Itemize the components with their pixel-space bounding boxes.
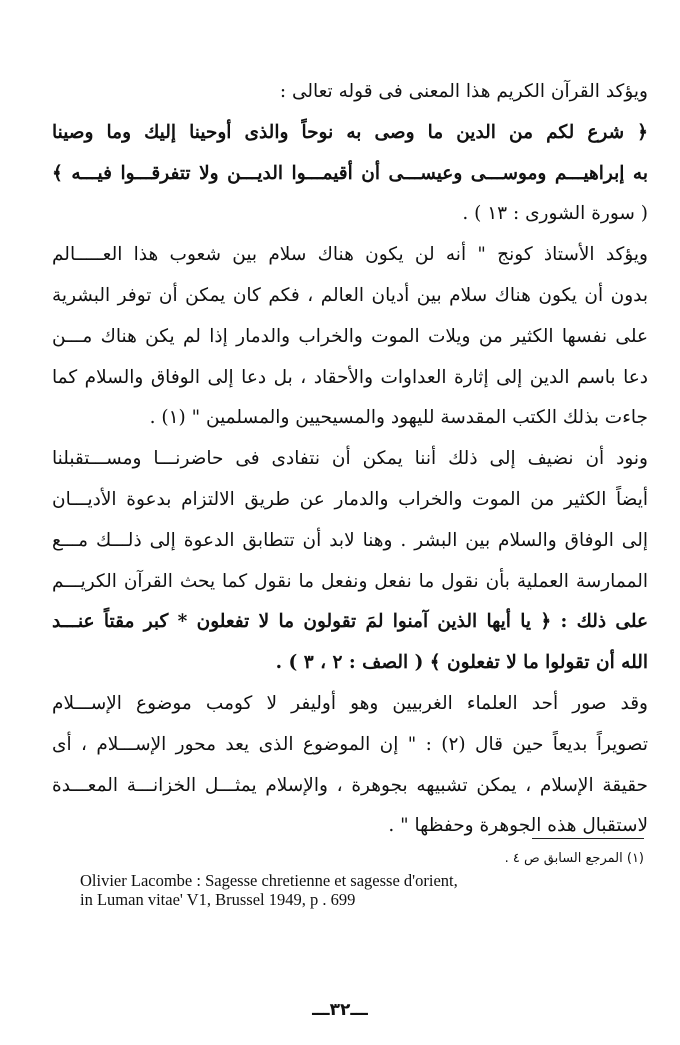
text-line-4-citation: ( سورة الشورى : ١٣ ) .	[462, 203, 648, 225]
footnote-latin	[80, 871, 458, 909]
footnote-latin-line-1: Olivier Lacombe : Sagesse chretienne et sagesse d'orient,	[80, 871, 458, 890]
text-line-5: ويؤكد الأستاذ كونج " أنه لن يكون هناك سلام بين شعوب هذا العـــــالم	[52, 244, 648, 266]
text-line-15-quran: الله أن تقولوا ما لا تفعلون ﴾ ( الصف : ٢ ، ٣ ) .	[275, 652, 648, 674]
page-number: ـــ٣٢ـــ	[312, 1000, 368, 1020]
text-line-9: جاءت بذلك الكتب المقدسة لليهود والمسيحيين والمسلمين " (١) .	[149, 407, 648, 429]
text-line-10: ونود أن نضيف إلى ذلك أننا يمكن أن نتفادى فى حاضرنـــا ومســـتقبلنا	[52, 448, 648, 470]
text-line-16: وقد صور أحد العلماء الغربيين وهو أوليفر لا كومب موضوع الإســـلام	[52, 692, 648, 714]
text-line-13: الممارسة العملية بأن نقول ما نفعل ونفعل ما نقول كما يحث القرآن الكريـــم	[52, 570, 648, 592]
text-line-14-quran: على ذلك : ﴿ يا أيها الذين آمنوا لمَ تقولون ما لا تفعلون * كبر مقتاً عنـــد	[52, 611, 648, 633]
text-line-8: دعا باسم الدين إلى إثارة العداوات والأحقاد ، بل دعا إلى الوفاق والسلام كما	[52, 366, 648, 388]
text-line-11: أيضاً الكثير من الموت والخراب والدمار عن طريق الالتزام بدعوة الأديـــان	[52, 488, 648, 510]
text-line-1: ويؤكد القرآن الكريم هذا المعنى فى قوله تعالى :	[279, 81, 648, 102]
text-line-2-quran: ﴿ شرع لكم من الدين ما وصى به نوحاً والذى أوحينا إليك وما وصينا	[52, 121, 648, 143]
text-line-19: لاستقبال هذه الجوهرة وحفظها " .	[388, 815, 648, 837]
footnote-divider	[532, 838, 644, 839]
text-line-18: حقيقة الإسلام ، يمكن تشبيهه بجوهرة ، والإسلام يمثـــل الخزانـــة المعـــدة	[52, 774, 648, 796]
text-line-17: تصويراً بديعاً حين قال (٢) : " إن الموضوع الذى يعد محور الإســـلام ، أى	[52, 733, 648, 755]
body-text	[52, 72, 648, 847]
text-line-3-quran: به إبراهيـــم وموســـى وعيســـى أن أقيمـــوا الديـــن ولا تتفرقـــوا فيـــه ﴾	[52, 162, 648, 184]
text-line-6: بدون أن يكون هناك سلام بين أديان العالم ، فكم كان يمكن أن توفر البشرية	[52, 284, 648, 306]
footnote-arabic: (١) المرجع السابق ص ٤ .	[504, 851, 644, 866]
text-line-7: على نفسها الكثير من ويلات الموت والخراب والدمار إذا لم يكن هناك مـــن	[52, 325, 648, 347]
footnote-latin-line-2: in Luman vitae' V1, Brussel 1949, p . 699	[80, 890, 356, 909]
text-line-12: إلى الوفاق والسلام بين البشر . وهنا لابد أن تتطابق الدعوة إلى ذلـــك مـــع	[52, 529, 648, 551]
